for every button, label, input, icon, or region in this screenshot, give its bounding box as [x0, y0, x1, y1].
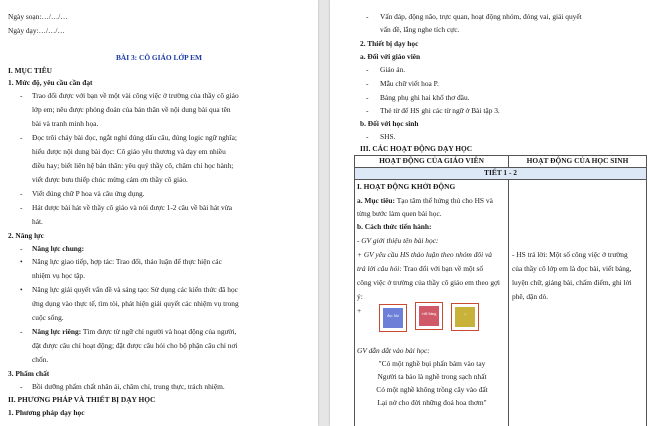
general-competence-1-line: Năng lực giao tiếp, hợp tác: Trao đổi, thảo luận để thực hiện các [32, 257, 222, 266]
bullet-dash: - [366, 106, 369, 115]
picture-card-more [451, 303, 479, 331]
objective-4-line: Hát được bài hát về thầy cô giáo và nói được 1-2 câu về bài hát vừa [32, 203, 233, 212]
specific-competence-line: chốn. [32, 355, 49, 364]
teacher-request-italic: trả lời câu hỏi: [357, 264, 402, 273]
plus-marker: + [357, 306, 362, 315]
teacher-activity-cell [355, 180, 509, 426]
objective-2-line: viết được bưu thiếp chúc mừng cảm ơn thầy cô giáo. [32, 175, 188, 184]
table-period-row [355, 168, 647, 180]
teacher-request-line: ý: [357, 292, 363, 301]
picture-card-reading [379, 304, 407, 332]
general-competence-heading: Năng lực chung: [32, 244, 85, 253]
picture-card-board [415, 302, 443, 330]
objective-1-line: lớp em; nêu được phỏng đoán của bản thân về nội dung bài qua tên [32, 105, 231, 114]
bullet-dot: • [20, 257, 23, 266]
picture-card-reading-label: đọc bài [387, 313, 399, 318]
teacher-intro-line: - GV giới thiệu tên bài học: [357, 236, 439, 245]
objective-1-line: bài và tranh minh họa. [32, 119, 99, 128]
objective-2-line: Đọc trôi chảy bài đọc, ngắt nghỉ đúng dấu câu, đúng logic ngữ nghĩa; [32, 133, 237, 142]
subsection-qualities: 3. Phẩm chất [8, 369, 50, 378]
student-answer-line: luyện chữ, giảng bài, chấm điểm, ghi lời [512, 278, 632, 287]
table-header-student [509, 156, 647, 168]
student-answer-line: phê, dặn dò. [512, 292, 549, 301]
poem-line: "Có một nghề bụi phấn bám vào tay [378, 359, 486, 368]
teacher-equipment-item: Thẻ từ để HS ghi các từ ngữ ở Bài tập 3. [380, 106, 500, 115]
subsection-equipment: 2. Thiết bị dạy học [360, 39, 419, 48]
document-page-right [330, 0, 650, 426]
teacher-request-line: công việc ở trường của thầy cô giáo em theo gợi [357, 278, 500, 287]
method-line: Vấn đáp, động não, trực quan, hoạt động nhóm, đóng vai, giải quyết [380, 12, 582, 21]
lesson-activity-table [354, 155, 647, 426]
bullet-dash: - [20, 133, 23, 142]
subsection-competence: 2. Năng lực [8, 231, 44, 240]
table-header-teacher [355, 156, 509, 168]
specific-competence-text: Tìm được từ ngữ chỉ người và hoạt động của người, [81, 327, 237, 336]
subsection-for-student: b. Đối với học sinh [360, 119, 419, 128]
table-period-label: TIẾT 1 - 2 [484, 168, 517, 177]
teacher-equipment-item: Mẫu chữ viết hoa P. [380, 79, 439, 88]
objective-1-line: Trao đổi được với bạn về một vài công việc ở trường của thầy cô giáo [32, 91, 239, 100]
activity-heading-warmup: I. HOẠT ĐỘNG KHỞI ĐỘNG [357, 182, 456, 191]
bullet-dot: • [20, 285, 23, 294]
poem-line: Có một nghề không trồng cây vào đất [376, 385, 488, 394]
header-date-taught: Ngày dạy:…/…/… [8, 26, 65, 35]
general-competence-2-line: ứng dụng vào thực tế, tìm tòi, phát hiện giải quyết các nhiệm vụ trong [32, 299, 239, 308]
bullet-dash: - [20, 382, 23, 391]
bullet-dash: - [366, 93, 369, 102]
table-header-student-label: HOẠT ĐỘNG CỦA HỌC SINH [526, 156, 629, 165]
general-competence-2-line: Năng lực giải quyết vấn đề và sáng tạo: Sử dụng các kiến thức đã học [32, 285, 238, 294]
objective-4-line: hát. [32, 217, 43, 226]
poem-line: Lại nở cho đời những đoá hoa thơm" [377, 398, 487, 407]
bullet-dash: - [366, 132, 369, 141]
teacher-request-line [357, 264, 483, 273]
teacher-request-text: Trao đổi với bạn về một số [401, 264, 484, 273]
specific-competence-line: đặt được câu chỉ hoạt động; đặt được câu hỏi cho bộ phận câu chỉ nơi [32, 341, 238, 350]
section-activities: III. CÁC HOẠT ĐỘNG DẠY HỌC [360, 144, 473, 153]
general-competence-1-line: nhiệm vụ học tập. [32, 271, 85, 280]
objective-2-line: hiểu được nội dung bài đọc: Cô giáo yêu thương và dạy em nhiều [32, 147, 226, 156]
teacher-equipment-item: Bảng phụ ghi hai khổ thơ đầu. [380, 93, 470, 102]
bullet-dash: - [20, 91, 23, 100]
procedure-heading: b. Cách thức tiến hành: [357, 222, 432, 231]
table-header-teacher-label: HOẠT ĐỘNG CỦA GIÁO VIÊN [379, 156, 484, 165]
quality-line: Bồi dưỡng phẩm chất nhân ái, chăm chỉ, trung thực, trách nhiệm. [32, 382, 225, 391]
teacher-lead-in-line: GV dẫn dắt vào bài học: [357, 346, 430, 355]
student-equipment-item: SHS. [380, 132, 396, 141]
general-competence-2-line: cuộc sống. [32, 313, 64, 322]
bullet-dash: - [366, 65, 369, 74]
section-methods: II. PHƯƠNG PHÁP VÀ THIẾT BỊ DẠY HỌC [8, 395, 156, 404]
subsection-requirements: 1. Mức độ, yêu cầu cần đạt [8, 78, 93, 87]
bullet-dash: - [20, 244, 23, 253]
poem-line: Người ta bảo là nghề trong sạch nhất [377, 372, 487, 381]
objective-line: từng bước làm quen bài học. [357, 209, 442, 218]
method-line: vấn đề, lắng nghe tích cực. [380, 25, 460, 34]
picture-card-more-label: ! [464, 312, 466, 317]
objective-label: a. Mục tiêu: [357, 196, 395, 205]
bullet-dash: - [366, 79, 369, 88]
bullet-dash: - [20, 327, 23, 336]
objective-3-line: Viết đúng chữ P hoa và câu ứng dụng. [32, 189, 145, 198]
teacher-request-line: + GV yêu cầu HS thảo luận theo nhóm đôi và [357, 250, 492, 259]
document-page-left [0, 0, 318, 426]
bullet-dash: - [20, 189, 23, 198]
student-answer-line: - HS trả lời: Một số công việc ở trường [512, 250, 628, 259]
specific-competence-label: Năng lực riêng: [32, 327, 82, 336]
lesson-title: BÀI 3: CÔ GIÁO LỚP EM [115, 53, 203, 62]
objective-text: Tạo tâm thế hứng thú cho HS và [394, 196, 493, 205]
section-objectives: I. MỤC TIÊU [8, 66, 53, 75]
picture-card-board-label: viết bảng [421, 311, 437, 316]
specific-competence-line [32, 327, 236, 336]
bullet-dash: - [20, 203, 23, 212]
subsection-for-teacher: a. Đối với giáo viên [360, 52, 421, 61]
student-activity-cell [509, 180, 647, 426]
student-answer-line: của thầy cô lớp em là đọc bài, viết bảng, [512, 264, 632, 273]
subsection-teaching-method: 1. Phương pháp dạy học [8, 408, 85, 417]
objective-2-line: điều hay; biết liên hệ bản thân: yêu quý thầy cô, chăm chỉ học hành; [32, 161, 234, 170]
teacher-equipment-item: Giáo án. [380, 65, 406, 74]
objective-line [357, 196, 493, 205]
bullet-dash: - [366, 12, 369, 21]
header-date-prepared: Ngày soạn:…/…/… [8, 12, 68, 21]
